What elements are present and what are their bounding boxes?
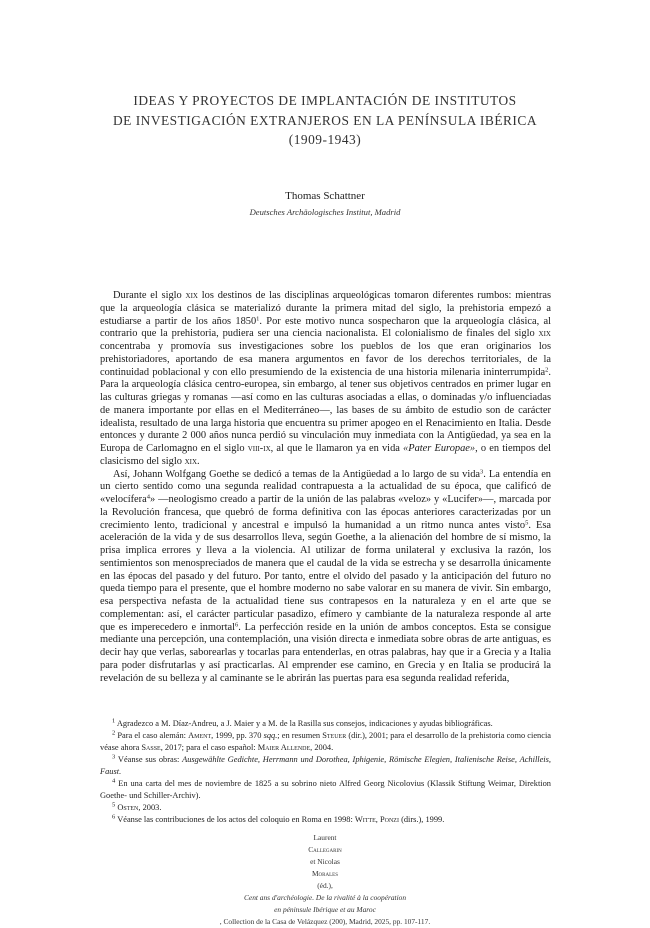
text-run: los destinos de las disciplinas arqueológicas tomaron diferentes rumbos: mientras que la arqueología clásica se materializó durante la primera mitad del siglo, la prehistoria empezó a estudiarse a partir de los años 1850 [100, 290, 551, 327]
footnote-ref[interactable]: 3 [480, 468, 484, 475]
footnote-3 [100, 754, 551, 778]
footnote-text: , 2003. [138, 803, 162, 812]
footnotes [100, 718, 551, 826]
footnote-text: , [375, 815, 380, 824]
footnote-ref[interactable]: 4 [146, 493, 150, 501]
text-run: Durante el siglo [113, 290, 186, 301]
cited-author: Osten [117, 803, 139, 812]
citation-footer [100, 832, 550, 928]
footnote-ref[interactable]: 1 [256, 315, 260, 322]
century-numeral: viii-ix [247, 443, 271, 454]
book-title: Cent ans d'archéologie. De la rivalité à la coopération [243, 893, 407, 902]
emphasis: sqq. [263, 731, 278, 740]
footnote-5 [100, 802, 551, 814]
book-title: en péninsule Ibérique et au Maroc [274, 905, 376, 914]
cited-author: Ponzi [379, 815, 399, 824]
footer-line-2 [100, 904, 550, 928]
title-line-3: (1909-1943) [288, 132, 362, 147]
text-run: concentraba y promovía sus investigaciones sobre los pueblos de los que eran originarios los prehistoriadores, aportando de esa manera argumentos en favor de los derechos territoriales, de la continuidad poblacional y con ello presumiendo de la existencia de una historia milenaria ininterrumpida [100, 341, 551, 378]
footnote-6 [100, 814, 551, 826]
footnote-text: , 1999, pp. 370 [211, 731, 264, 740]
text-run: » —neologismo creado a partir de la unión de las palabras «veloz» y «Lucifer»—, marcada por la Revolución francesa, que quebró de forma definitiva con las épocas anteriores caracterizadas por un crecimiento lento, tradicional y ancestral e impulsó la humanidad a un ritmo nunca antes visto [100, 494, 551, 531]
footnote-ref[interactable]: 6 [235, 621, 239, 628]
editor-name: Callegarin [308, 845, 342, 854]
footnote-text: En una carta del mes de noviembre de 1825 a su sobrino nieto Alfred Georg Nicolovius (Klassik Stiftung Weimar, Direktion Goethe- und Schiller-Archiv). [100, 779, 551, 800]
footnote-text: Agradezco a M. Díaz-Andreu, a J. Maier y a M. de la Rasilla sus consejos, indicaciones y ayudas bibliográficas. [115, 719, 493, 728]
century-numeral: xix [185, 290, 198, 301]
text-run: . Por este motivo nunca sospecharon que la arqueología clásica, al contrario que la prehistoria, pudiera ser una ciencia nacionalista. El colonialismo de finales del siglo [100, 315, 551, 340]
footnote-number: 2 [112, 729, 116, 737]
footer-line-1 [100, 832, 550, 904]
footnote-text: Para el caso alemán: [115, 731, 189, 740]
text-run: . La perfección reside en la unión de ambos conceptos. Esta se consigue mediante una percepción, una contemplación, una visión directa e inmediata sobre obras de arte antiguas, es decir hay que verlas, saborearlas y tocarlas para entenderlas, en otras palabras, hay que ir a Grecia y a Italia para poder disfrutarlas y así practicarlas. Al emprender ese camino, en Grecia y en Italia se producirá la revelación de su belleza y al caminante se le abrirán las puertas para esa segunda realidad referida, [100, 621, 551, 684]
footnote-number: 3 [112, 753, 116, 761]
paragraph-2 [100, 469, 551, 686]
author-name: Thomas Schattner [285, 190, 365, 202]
footnote-text: , 2017; para el caso español: [160, 743, 258, 752]
footer-text: et Nicolas [310, 857, 340, 866]
body-text [100, 290, 551, 685]
cited-author: Steuer [322, 731, 347, 740]
cited-author: Witte [354, 815, 376, 824]
emphasis: «Pater Europae» [403, 443, 476, 454]
cited-author: Sasse [141, 743, 161, 752]
text-run: . Para la arqueología clásica centro-europea, sin embargo, al tener sus objetivos centrados en primer lugar en las culturas griegas y romanas —así como en las culturas asociadas a ellas, o dominadas y/o influenciadas de manera importante por ellas en el Mediterráneo—, las bases de su ámbito de estudio son de carácter idealista, resultado de una larga historia que encuentra su primer apogeo en el Renacimiento en Italia. Desde entonces y durante 2 000 años nunca perdió su vinculación muy inmediata con la Antigüedad, ya sea en la Europa de Carlomagno en el siglo [100, 366, 551, 454]
footnote-text: Véanse sus obras: [115, 755, 183, 764]
century-numeral: xix [184, 455, 198, 467]
author-affiliation: Deutsches Archäologisches Institut, Madrid [249, 207, 401, 217]
footnote-text: Véanse las contribuciones de los actos del coloquio en Roma en 1998: [115, 815, 355, 824]
text-run: . La entendía en un cierto sentido como una segunda realidad contrapuesta a la actualidad de su época, que calificó de «velocífera [100, 468, 551, 505]
editor-name: Morales [311, 869, 339, 878]
cited-author: Maier Allende [257, 743, 311, 752]
title-line-1: IDEAS Y PROYECTOS DE IMPLANTACIÓN DE INSTITUTOS [133, 93, 517, 108]
footnote-ref[interactable]: 5 [525, 519, 529, 526]
footnote-4 [100, 778, 551, 802]
footnote-1 [100, 718, 551, 730]
footnote-ref[interactable]: 2 [545, 366, 549, 373]
footnote-2 [100, 730, 551, 754]
article-title [100, 91, 550, 150]
footnote-number: 6 [112, 813, 116, 821]
footer-text: , Collection de la Casa de Velázquez (200), Madrid, 2025, pp. 107-117. [219, 917, 431, 926]
footnote-text: (dirs.), 1999. [398, 815, 445, 824]
footnote-number: 1 [112, 717, 116, 725]
text-run: , o en tiempos del clasicismo del siglo [100, 443, 551, 467]
cited-author: Ament [188, 731, 212, 740]
footnote-text: (dir.), 2001; para el desarrollo de la prehistoria como ciencia véase ahora [100, 731, 552, 752]
footnote-text: ; en resumen [277, 731, 323, 740]
footer-text: (éd.), [317, 881, 333, 890]
footnote-text: , 2004. [310, 743, 334, 752]
footnote-number: 5 [112, 801, 116, 809]
footer-text: Laurent [313, 833, 337, 842]
century-numeral: xix [538, 328, 551, 340]
paragraph-1 [100, 290, 551, 469]
title-line-2: DE INVESTIGACIÓN EXTRANJEROS EN LA PENÍNSULA IBÉRICA [113, 112, 537, 128]
text-run: , al que le llamaron ya en vida [270, 443, 404, 454]
text-run: . Esa aceleración de la vida y de sus desarrollos lleva, según Goethe, a la alienación del hombre de sí mismo, la prisa implica errores y lleva a la violencia. Al utilizar de forma unilateral y exclusiva la razón, los sentimientos son menospreciados de manera que el caudal de la vida se estrecha y se desarrolla únicamente en las épocas del pasado y del futuro. Por tanto, entre el olvido del pasado y la anticipación del futuro no queda tiempo para el presente, que el hombre moderno no sabe valorar en su manera de vivir. Sin embargo, esa perspectiva nefasta de la actualidad tiene sus contrapesos en la naturaleza y en el arte que se complementan: así, el carácter particular pasadizo, efímero y cambiante de la naturaleza responde al arte que es imperecedero e inmortal [100, 519, 551, 633]
text-run: Así, Johann Wolfgang Goethe se dedicó a temas de la Antigüedad a lo largo de su vida [113, 468, 481, 480]
work-titles: Ausgewählte Gedichte, Herrmann und Dorothea, Iphigenie, Römische Elegien, Italienische Reise, Achilleis, Faust. [100, 755, 551, 776]
text-run: . [197, 455, 200, 467]
footnote-number: 4 [112, 777, 116, 785]
